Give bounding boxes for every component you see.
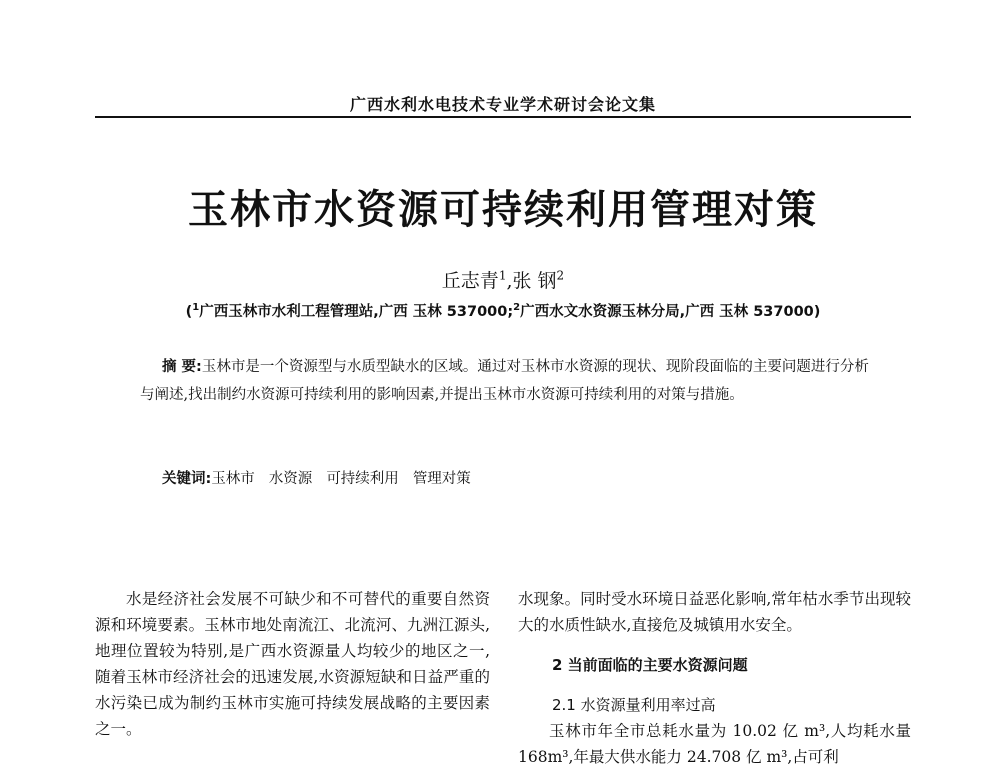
section-heading: 2 当前面临的主要水资源问题 bbox=[552, 656, 748, 674]
body-paragraph: 水现象。同时受水环境日益恶化影响,常年枯水季节出现较大的水质性缺水,直接危及城镇用水安全。 bbox=[518, 590, 911, 634]
body-column-left bbox=[95, 586, 490, 742]
keywords-label: 关键词: bbox=[162, 471, 212, 487]
affil-mark: 2 bbox=[513, 302, 521, 314]
header-rule bbox=[95, 116, 911, 118]
keyword: 水资源 bbox=[268, 471, 313, 487]
keyword: 可持续利用 bbox=[326, 471, 399, 487]
affiliation-2: 广西水文水资源玉林分局,广西 玉林 537000 bbox=[520, 304, 814, 320]
affiliations-open-paren: ( bbox=[185, 304, 193, 320]
paper-title: 玉林市水资源可持续利用管理对策 bbox=[188, 186, 818, 233]
abstract-label: 摘 要: bbox=[162, 359, 202, 375]
running-header: 广西水利水电技术专业学术研讨会论文集 bbox=[349, 95, 656, 114]
authors-line: 丘志青$^1$,张 钢$^2$ bbox=[441, 268, 565, 292]
affil-mark: 1 bbox=[192, 302, 200, 314]
affiliation-1: 广西玉林市水利工程管理站,广西 玉林 537000; bbox=[199, 304, 514, 320]
body-paragraph: 水是经济社会发展不可缺少和不可替代的重要自然资源和环境要素。玉林市地处南流江、北流河、九洲江源头,地理位置较为特别,是广西水资源量人均较少的地区之一,随着玉林市经济社会的迅速发展,水资源短缺和日益严重的水污染已成为制约玉林市实施可持续发展战略的主要因素之一。 bbox=[95, 590, 490, 738]
abstract bbox=[140, 353, 870, 409]
body-paragraph: 玉林市年全市总耗水量为 10.02 亿 m³,人均耗水量 168m³,年最大供水能力 24.708 亿 m³,占可利 bbox=[518, 722, 911, 766]
abstract-text: 玉林市是一个资源型与水质型缺水的区域。通过对玉林市水资源的现状、现阶段面临的主要问题进行分析与阐述,找出制约水资源可持续利用的影响因素,并提出玉林市水资源可持续利用的对策与措施。 bbox=[140, 359, 869, 403]
keyword: 玉林市 bbox=[211, 471, 255, 487]
subsection-heading: 2.1 水资源量利用率过高 bbox=[552, 696, 716, 714]
affiliations-close-paren: ) bbox=[813, 304, 821, 320]
author-affil-mark: 2 bbox=[556, 268, 565, 283]
keyword: 管理对策 bbox=[412, 471, 471, 487]
body-column-right bbox=[518, 586, 911, 770]
author-affil-mark: 1 bbox=[498, 268, 507, 283]
keywords bbox=[162, 467, 870, 488]
author-name: 丘志青 bbox=[441, 270, 499, 292]
author-name: 张 钢 bbox=[512, 270, 557, 292]
affiliations-line bbox=[95, 300, 911, 321]
